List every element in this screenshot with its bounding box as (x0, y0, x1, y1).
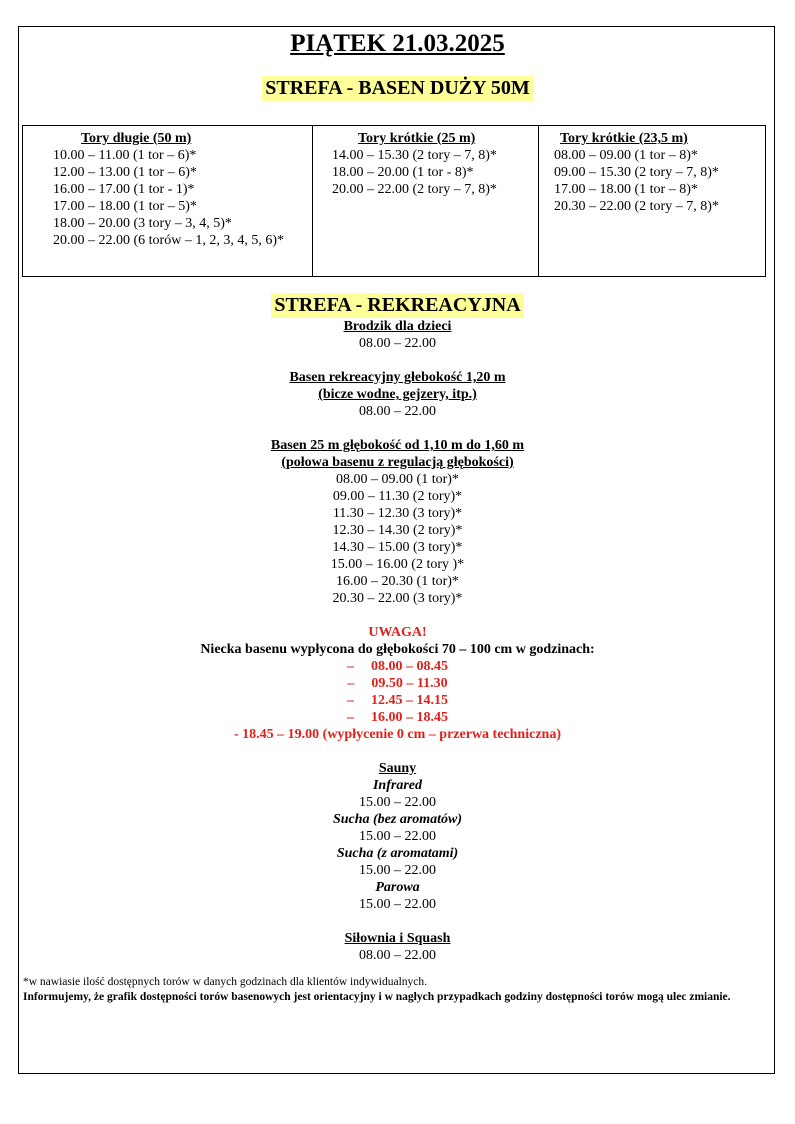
pool25-title: Basen 25 m głębokość od 1,10 m do 1,60 m (270, 438, 525, 453)
warning-time-item: – 12.45 – 14.15 (347, 693, 448, 708)
gym-hours: 08.00 – 22.00 (359, 948, 436, 963)
pool25-row: 16.00 – 20.30 (1 tor)* (336, 574, 459, 589)
lane-row: 10.00 – 11.00 (1 tor – 6)* (53, 148, 197, 163)
pool25-row: 14.30 – 15.00 (3 tory)* (332, 540, 463, 555)
pool25-row: 12.30 – 14.30 (2 tory)* (332, 523, 463, 538)
footnote (23, 975, 771, 1005)
lane-row: 20.00 – 22.00 (2 tory – 7, 8)* (332, 182, 497, 197)
pool25-row: 09.00 – 11.30 (2 tory)* (332, 489, 463, 504)
warning-label: UWAGA! (368, 625, 427, 640)
sauna-hours: 15.00 – 22.00 (359, 897, 436, 912)
rec-pool-subtitle: (bicze wodne, gejzery, itp.) (318, 387, 477, 402)
sauna-name: Parowa (375, 880, 420, 895)
sauna-hours: 15.00 – 22.00 (359, 829, 436, 844)
sauna-name: Sucha (z aromatami) (336, 846, 459, 861)
lane-row: 14.00 – 15.30 (2 tory – 7, 8)* (332, 148, 497, 163)
lane-row: 08.00 – 09.00 (1 tor – 8)* (554, 148, 698, 163)
lane-row: 20.00 – 22.00 (6 torów – 1, 2, 3, 4, 5, 6)* (53, 233, 284, 248)
zone-recreation-heading: STREFA - REKREACYJNA (271, 293, 523, 318)
lanes-short-23-column (538, 126, 765, 276)
lane-row: 18.00 – 20.00 (1 tor - 8)* (332, 165, 474, 180)
recreation-section (0, 318, 795, 964)
zone-pool-heading-wrap (0, 76, 795, 101)
footnote-info: Informujemy, że grafik dostępności torów basenowych jest orientacyjny i w nagłych przypadkach godziny dostępności torów mogą ulec zmianie. (23, 991, 731, 1003)
page-title: PIĄTEK 21.03.2025 (290, 30, 505, 57)
lanes-short-23-header: Tory krótkie (23,5 m) (560, 131, 688, 146)
warning-time-item: – 08.00 – 08.45 (347, 659, 448, 674)
lanes-short-25-header: Tory krótkie (25 m) (358, 131, 476, 146)
lanes-long-column (23, 126, 312, 276)
rec-pool-hours: 08.00 – 22.00 (359, 404, 436, 419)
lane-row: 20.30 – 22.00 (2 tory – 7, 8)* (554, 199, 719, 214)
lanes-table (22, 125, 766, 277)
gym-title: Siłownia i Squash (344, 931, 451, 946)
saunas-title: Sauny (378, 761, 417, 776)
lanes-short-25-column (312, 126, 538, 276)
sauna-name: Infrared (372, 778, 422, 793)
lane-row: 17.00 – 18.00 (1 tor – 5)* (53, 199, 197, 214)
lane-row: 18.00 – 20.00 (3 tory – 3, 4, 5)* (53, 216, 232, 231)
kids-pool-title: Brodzik dla dzieci (343, 319, 452, 334)
pool25-row: 08.00 – 09.00 (1 tor)* (336, 472, 459, 487)
lane-row: 16.00 – 17.00 (1 tor - 1)* (53, 182, 195, 197)
warning-time-item: – 16.00 – 18.45 (347, 710, 448, 725)
pool25-row: 15.00 – 16.00 (2 tory )* (330, 557, 465, 572)
warning-times (0, 658, 795, 726)
pool25-subtitle: (połowa basenu z regulacją głębokości) (281, 455, 514, 470)
zone-pool-heading: STREFA - BASEN DUŻY 50M (262, 76, 532, 101)
warning-extra: - 18.45 – 19.00 (wypłycenie 0 cm – przerwa techniczna) (234, 727, 561, 742)
sauna-hours: 15.00 – 22.00 (359, 795, 436, 810)
warning-text: Niecka basenu wypłycona do głębokości 70 – 100 cm w godzinach: (200, 642, 595, 657)
warning-time-item: – 09.50 – 11.30 (347, 676, 448, 691)
sauna-hours: 15.00 – 22.00 (359, 863, 436, 878)
pool25-row: 11.30 – 12.30 (3 tory)* (332, 506, 463, 521)
lane-row: 17.00 – 18.00 (1 tor – 8)* (554, 182, 698, 197)
kids-pool-hours: 08.00 – 22.00 (359, 336, 436, 351)
lane-row: 12.00 – 13.00 (1 tor – 6)* (53, 165, 197, 180)
lane-row: 09.00 – 15.30 (2 tory – 7, 8)* (554, 165, 719, 180)
footnote-note: *w nawiasie ilość dostępnych torów w danych godzinach dla klientów indywidualnych. (23, 976, 428, 988)
sauna-name: Sucha (bez aromatów) (332, 812, 463, 827)
rec-pool-title: Basen rekreacyjny głebokość 1,20 m (289, 370, 506, 385)
lanes-long-header: Tory długie (50 m) (81, 131, 192, 146)
zone-recreation-heading-wrap (0, 293, 795, 318)
pool25-row: 20.30 – 22.00 (3 tory)* (332, 591, 463, 606)
